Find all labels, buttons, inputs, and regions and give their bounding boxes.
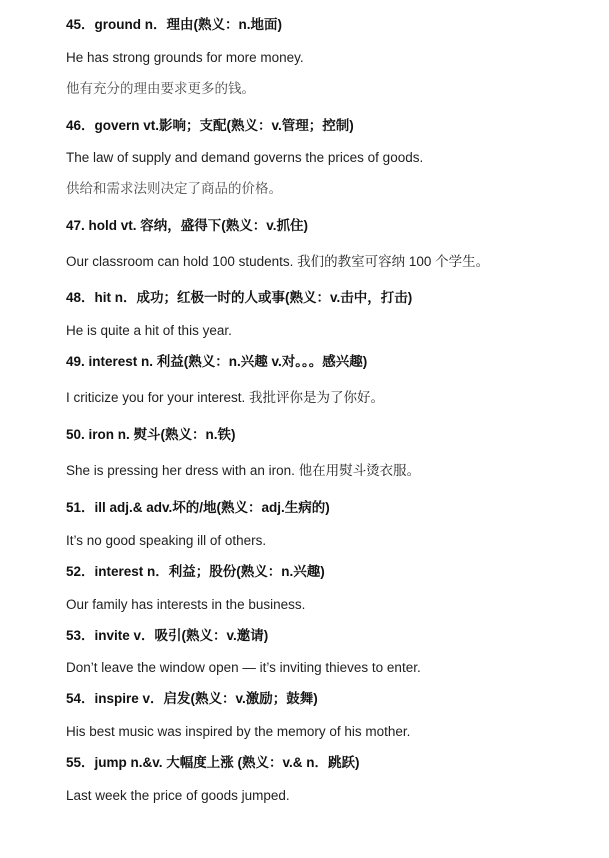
example-sentence: I criticize you for your interest. 我批评你是为了你好。 [66,390,385,405]
example-sentence: She is pressing her dress with an iron. 他在用熨斗烫衣服。 [66,463,421,478]
entry-heading: 50. iron n. 熨斗(熟义：n.铁) [66,427,236,442]
example-translation: 供给和需求法则决定了商品的价格。 [66,181,282,196]
example-sentence: He is quite a hit of this year. [66,323,232,338]
entry-heading: 46．govern vt.影响；支配(熟义：v.管理；控制) [66,118,354,133]
example-sentence: Last week the price of goods jumped. [66,788,290,803]
example-sentence: The law of supply and demand governs the prices of goods. [66,150,424,165]
example-sentence: Our classroom can hold 100 students. 我们的教室可容纳 100 个学生。 [66,254,490,269]
example-sentence: Our family has interests in the business. [66,597,306,612]
entry-heading: 45．ground n．理由(熟义：n.地面) [66,17,282,32]
entry-heading: 55．jump n.&v. 大幅度上涨 (熟义：v.& n．跳跃) [66,755,360,770]
example-sentence: Don’t leave the window open — it’s inviting thieves to enter. [66,660,421,675]
example-sentence: He has strong grounds for more money. [66,50,304,65]
example-sentence: It’s no good speaking ill of others. [66,533,267,548]
entry-heading: 49. interest n. 利益(熟义：n.兴趣 v.对。。。感兴趣) [66,354,368,369]
entry-heading: 54．inspire v．启发(熟义：v.激励；鼓舞) [66,691,318,706]
example-sentence: His best music was inspired by the memory of his mother. [66,724,411,739]
entry-heading: 51．ill adj.& adv.坏的/地(熟义：adj.生病的) [66,500,330,515]
example-translation: 他有充分的理由要求更多的钱。 [66,81,255,96]
entry-heading: 48．hit n．成功；红极一时的人或事(熟义：v.击中，打击) [66,290,413,305]
entry-heading: 53．invite v．吸引(熟义：v.邀请) [66,628,269,643]
entry-heading: 47. hold vt. 容纳，盛得下(熟义：v.抓住) [66,218,309,233]
entry-heading: 52．interest n．利益；股份(熟义：n.兴趣) [66,564,325,579]
